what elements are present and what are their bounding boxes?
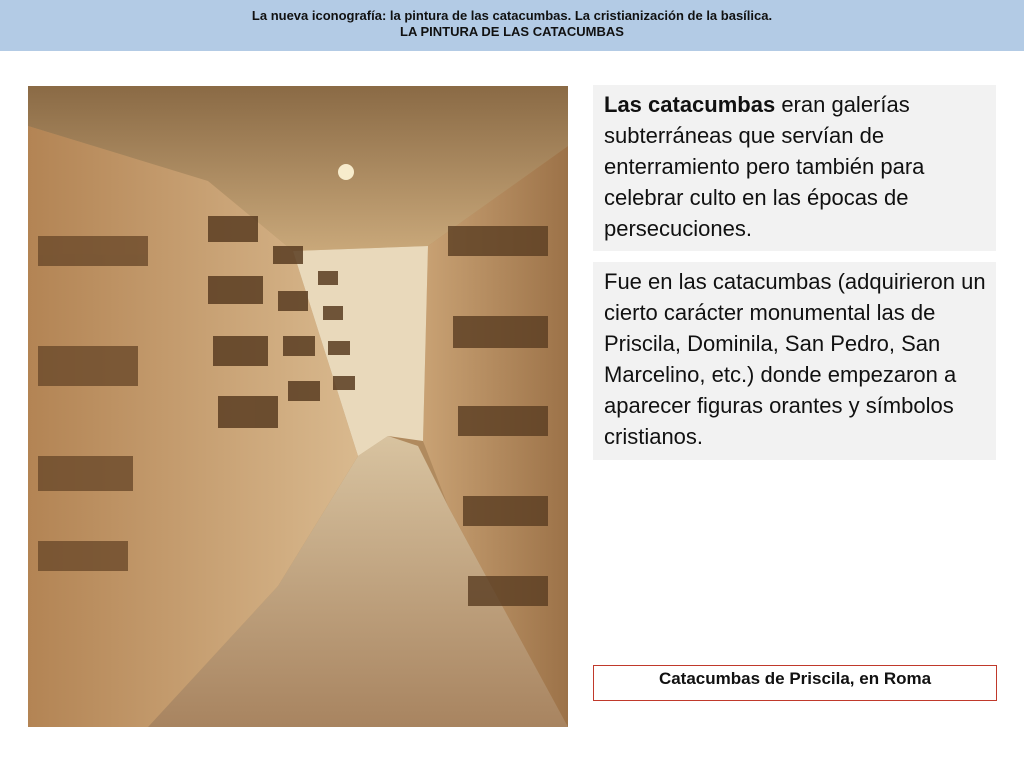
header-title: LA PINTURA DE LAS CATACUMBAS [400, 24, 624, 39]
header-subtitle: La nueva iconografía: la pintura de las catacumbas. La cristianización de la basílica. [251, 8, 773, 23]
photo-caption: Catacumbas de Priscila, en Roma [593, 665, 997, 701]
catacombs-iconography-text: Fue en las catacumbas (adquirieron un cierto carácter monumental las de Priscila, Dominila, San Pedro, San Marcelino, etc.) donde empezaron a aparecer figuras orantes y símbolos cristianos. [604, 269, 986, 449]
catacombs-definition: eran galerías subterráneas que servían de enterramiento pero también para celebrar culto en las épocas de persecuciones. [604, 92, 925, 241]
slide-header [0, 0, 1024, 51]
description-box-2 [593, 262, 996, 460]
catacomb-photo [28, 86, 568, 727]
catacombs-term: Las catacumbas [604, 92, 776, 117]
catacomb-illustration [28, 86, 568, 727]
description-box-1 [593, 85, 996, 251]
